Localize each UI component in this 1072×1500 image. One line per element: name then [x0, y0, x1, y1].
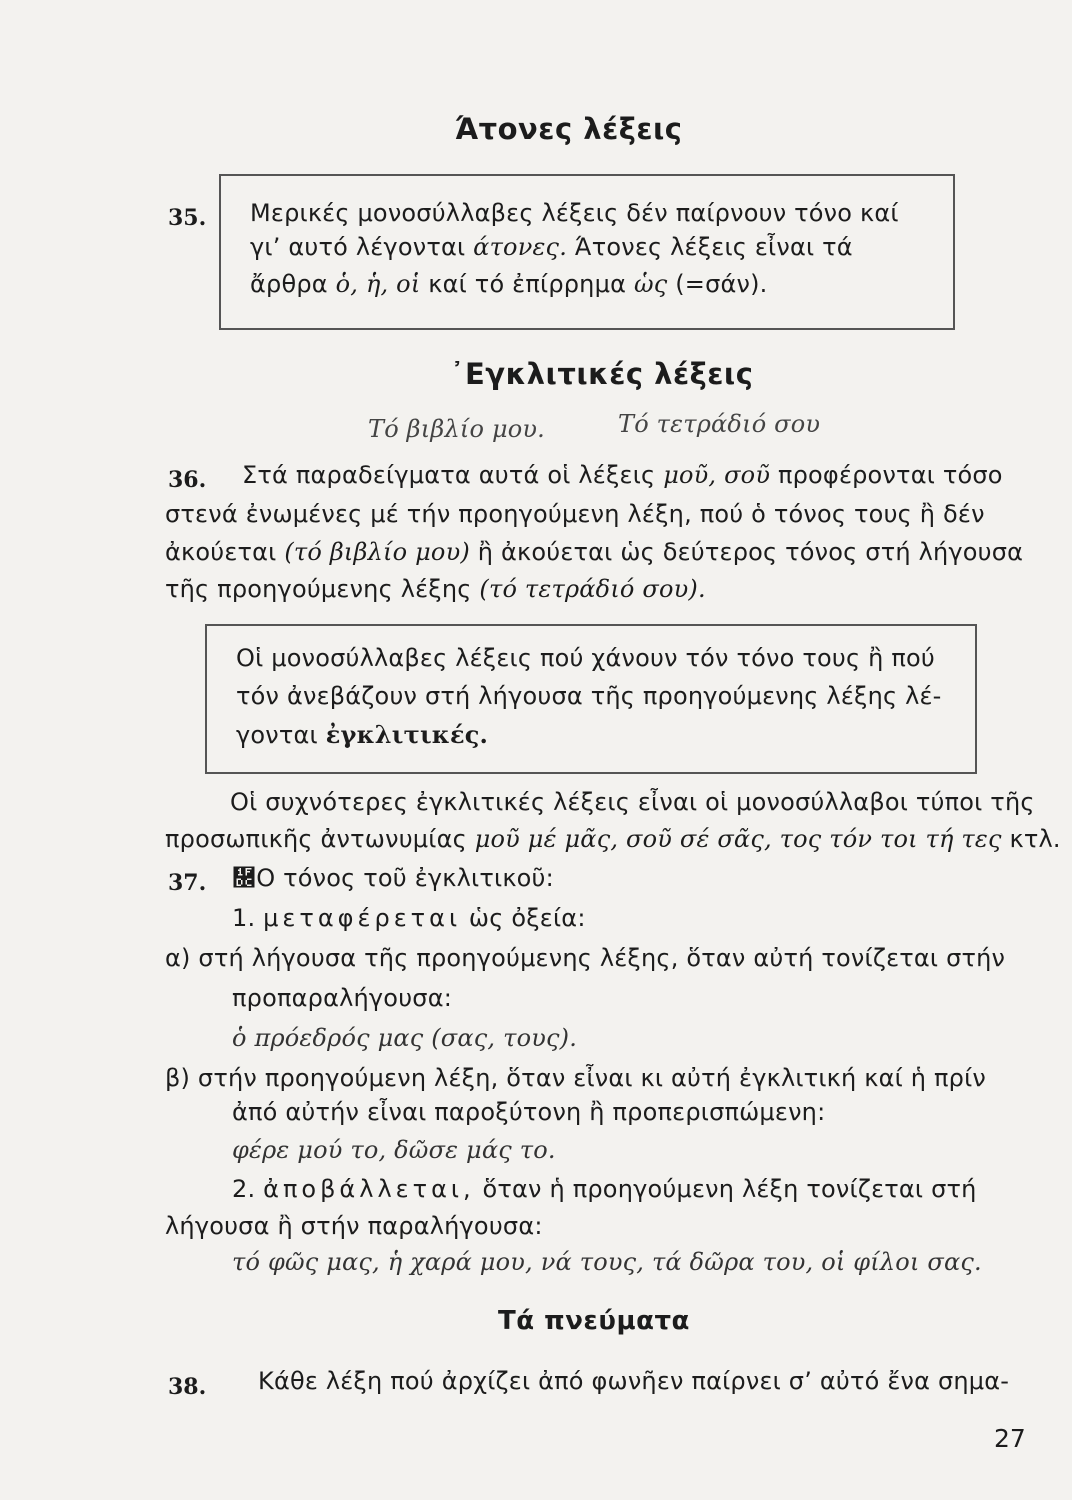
s35-line-3-mid: καί τό ἐπίρρημα: [428, 270, 627, 298]
heading-enklitikes: ᾿Εγκλιτικές λέξεις: [450, 357, 754, 391]
s37-point-1-number: 1.: [232, 904, 256, 932]
s35-line-3-end: (=σάν).: [675, 270, 768, 298]
s36-line-1-rest: προφέρονται τόσο: [777, 461, 1003, 489]
common-line-2-end: κτλ.: [1009, 825, 1061, 853]
s36-line-3-rest: ἢ ἀκούεται ὡς δεύτερος τόνος στή λήγουσα: [477, 538, 1024, 566]
section-38-number: 38.: [168, 1374, 207, 1400]
s36-line-2: στενά ἐνωμένες μέ τήν προηγούμενη λέξη, πού ὁ τόνος τους ἢ δέν: [165, 500, 985, 528]
example-2: Τό τετράδιό σου: [618, 410, 821, 438]
s37-point-2-line-2: λήγουσα ἢ στήν παραλήγουσα:: [165, 1212, 543, 1240]
s35-line-2: [250, 233, 853, 261]
s38-line-1: Κάθε λέξη πού ἀρχίζει ἀπό φωνῆεν παίρνει σ’ αὐτό ἔνα σημα-: [258, 1367, 1010, 1395]
s37-a-line-1: α) στή λήγουσα τῆς προηγούμενης λέξης, ὅταν αὐτή τονίζεται στήν: [165, 944, 1006, 972]
s37-point-1-term: μεταφέρεται: [263, 904, 462, 932]
s37-point-2-example: τό φῶς μας, ἡ χαρά μου, νά τους, τά δῶρα του, οἱ φίλοι σας.: [232, 1248, 982, 1276]
example-1: Τό βιβλίο μου.: [368, 415, 546, 443]
common-line-1: Οἱ συχνότερες ἐγκλιτικές λέξεις εἶναι οἱ μονοσύλλαβοι τύποι τῆς: [230, 788, 1035, 816]
section-37-number: 37.: [168, 870, 207, 896]
s35-line-1: Μερικές μονοσύλλαβες λέξεις δέν παίρνουν τόνο καί: [250, 199, 899, 227]
heading-atones: Άτονες λέξεις: [455, 112, 683, 146]
box2-line-3-text: γονται: [236, 721, 318, 749]
box2-line-3: [236, 720, 488, 749]
box2-line-1: Οἱ μονοσύλλαβες λέξεις πού χάνουν τόν τόνο τους ἢ πού: [236, 644, 935, 672]
s37-point-2: [232, 1175, 977, 1203]
s36-line-3: [165, 538, 1023, 566]
s37-intro: ῜Ο τόνος τοῦ ἐγκλιτικοῦ:: [232, 864, 554, 892]
s35-line-3-text: ἄρθρα: [250, 270, 328, 298]
s37-b-line-1: β) στήν προηγούμενη λέξη, ὅταν εἶναι κι αὐτή ἐγκλιτική καί ἡ πρίν: [165, 1064, 986, 1092]
s36-line-1-text: Στά παραδείγματα αυτά οἱ λέξεις: [242, 461, 656, 489]
s35-line-2-rest: Άτονες λέξεις εἶναι τά: [574, 233, 853, 261]
s36-line-1-words: μοῦ, σοῦ: [663, 461, 771, 489]
s37-a-example: ὁ πρόεδρός μας (σας, τους).: [232, 1024, 578, 1052]
box2-line-3-term: ἐγκλιτικές.: [325, 720, 489, 749]
section-35-number: 35.: [168, 205, 207, 231]
s37-b-line-2: ἀπό αὐτήν εἶναι παροξύτονη ἢ προπερισπώμενη:: [232, 1098, 826, 1126]
s36-line-3-example: (τό βιβλίο μου): [284, 538, 470, 566]
common-line-2-forms: μοῦ μέ μᾶς, σοῦ σέ σᾶς, τος τόν τοι τή τες: [474, 825, 1002, 853]
s36-line-4: [165, 575, 706, 603]
page-number: 27: [994, 1424, 1026, 1453]
s35-line-3: [250, 270, 768, 298]
s36-line-4-text: τῆς προηγούμενης λέξης: [165, 575, 472, 603]
s36-line-3-text: ἀκούεται: [165, 538, 277, 566]
s37-point-1-rest: ὡς ὀξεία:: [468, 904, 586, 932]
s37-point-1: [232, 904, 586, 932]
section-36-number: 36.: [168, 467, 207, 493]
s35-line-3-articles: ὁ, ἡ, οἱ: [335, 270, 421, 298]
s36-line-1: [242, 461, 1003, 489]
box2-line-2: τόν ἀνεβάζουν στή λήγουσα τῆς προηγούμενης λέξης λέ-: [236, 682, 942, 710]
s35-line-2-text: γι’ αυτό λέγονται: [250, 233, 466, 261]
common-line-2: [165, 825, 1061, 853]
s35-line-2-term: άτονες.: [473, 233, 568, 261]
heading-pneumata: Τά πνεύματα: [498, 1306, 690, 1336]
s37-a-line-2: προπαραλήγουσα:: [232, 984, 452, 1012]
s35-line-3-adverb: ὡς: [633, 270, 668, 298]
s37-b-example: φέρε μού το, δῶσε μάς το.: [232, 1136, 556, 1164]
s36-line-4-example: (τό τετράδιό σου).: [479, 575, 706, 603]
s37-point-2-term: ἀποβάλλεται,: [263, 1175, 475, 1203]
common-line-2-text: προσωπικῆς ἀντωνυμίας: [165, 825, 467, 853]
s37-point-2-number: 2.: [232, 1175, 256, 1203]
s37-point-2-rest: ὅταν ἡ προηγούμενη λέξη τονίζεται στή: [482, 1175, 977, 1203]
